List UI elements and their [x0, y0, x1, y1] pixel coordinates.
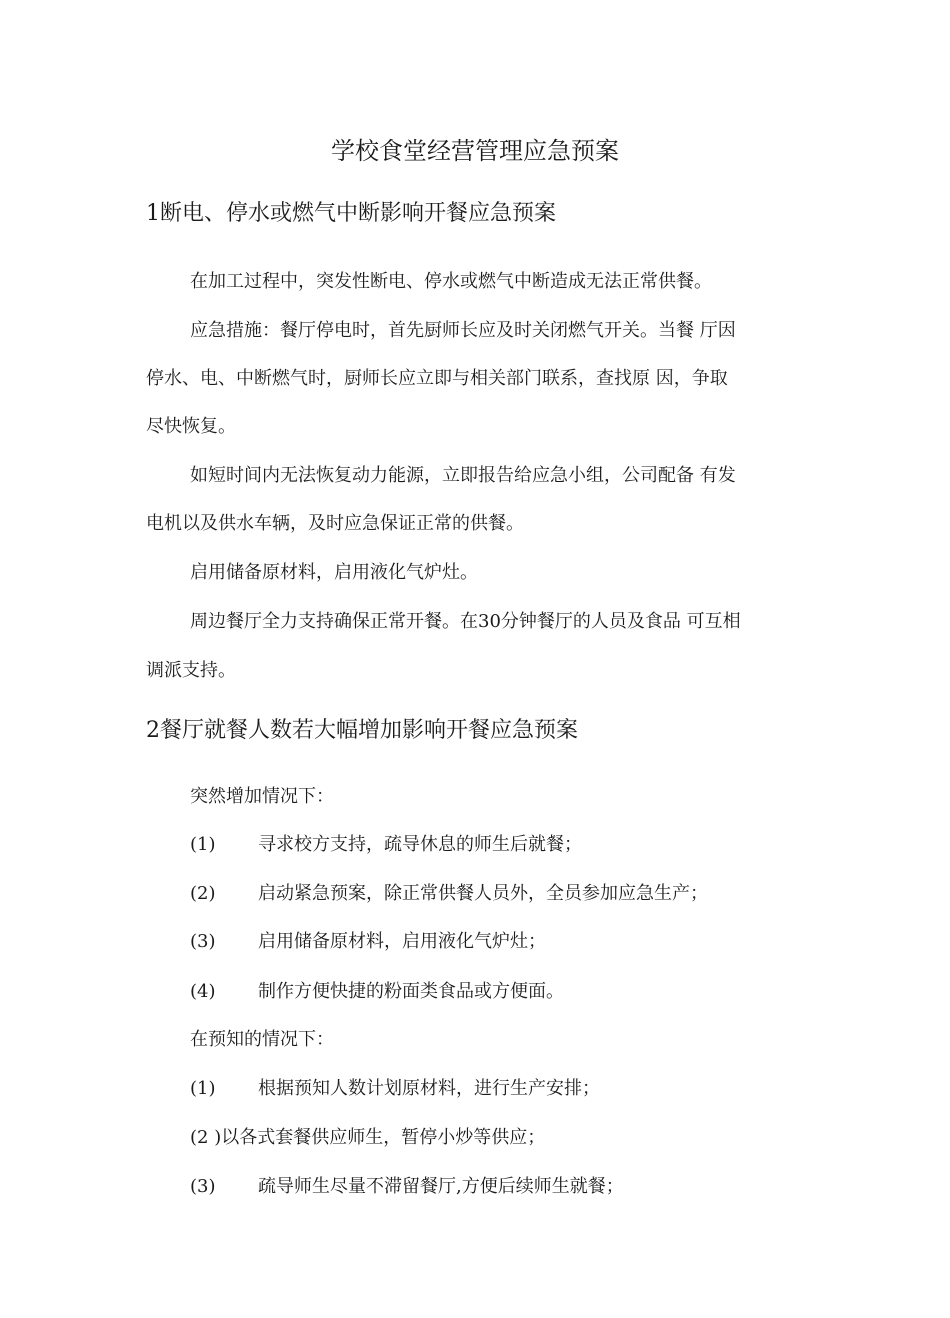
list-item-number: (4) — [190, 981, 216, 1002]
section-2-heading: 2餐厅就餐人数若大幅增加影响开餐应急预案 — [146, 718, 578, 743]
section-1-paragraph-2-line-3: 尽快恢复。 — [146, 416, 236, 437]
section-1-paragraph-3-line-2: 电机以及供水车辆，及时应急保证正常的供餐。 — [146, 513, 524, 534]
list-item-text: 制作方便快捷的粉面类食品或方便面。 — [258, 981, 564, 1002]
list-item-text: 根据预知人数计划原材料，进行生产安排； — [258, 1078, 600, 1099]
section-1-paragraph-4: 启用储备原材料，启用液化气炉灶。 — [190, 562, 478, 583]
list-item-text: 启用储备原材料，启用液化气炉灶； — [258, 931, 546, 952]
list-item-text: 寻求校方支持，疏导休息的师生后就餐； — [258, 834, 582, 855]
list-item-number: (1) — [190, 834, 216, 855]
section-1-paragraph-1: 在加工过程中，突发性断电、停水或燃气中断造成无法正常供餐。 — [190, 271, 712, 292]
list-item-number: (3) — [190, 1176, 216, 1197]
list-item-number: (3) — [190, 931, 216, 952]
list-item-text: 启动紧急预案，除正常供餐人员外，全员参加应急生产； — [258, 883, 708, 904]
section-1-paragraph-5-line-2: 调派支持。 — [146, 660, 236, 681]
section-1-paragraph-2-line-2: 停水、电、中断燃气时，厨师长应立即与相关部门联系，查找原 因，争取 — [146, 368, 728, 389]
list-item-text: (2 )以各式套餐供应师生，暂停小炒等供应； — [190, 1127, 546, 1148]
sudden-increase-label: 突然增加情况下： — [190, 786, 334, 807]
document-title: 学校食堂经营管理应急预案 — [331, 137, 619, 165]
section-1-paragraph-2-line-1: 应急措施：餐厅停电时，首先厨师长应及时关闭燃气开关。当餐 厅因 — [190, 320, 736, 341]
list-item-text: 疏导师生尽量不滞留餐厅,方便后续师生就餐； — [258, 1176, 624, 1197]
section-1-paragraph-5-line-1: 周边餐厅全力支持确保正常开餐。在30分钟餐厅的人员及食品 可互相 — [190, 611, 741, 632]
known-situation-label: 在预知的情况下： — [190, 1029, 334, 1050]
list-item-number: (2) — [190, 883, 216, 904]
section-1-heading: 1断电、停水或燃气中断影响开餐应急预案 — [146, 201, 556, 226]
list-item-number: (1) — [190, 1078, 216, 1099]
section-1-paragraph-3-line-1: 如短时间内无法恢复动力能源，立即报告给应急小组，公司配备 有发 — [190, 465, 736, 486]
